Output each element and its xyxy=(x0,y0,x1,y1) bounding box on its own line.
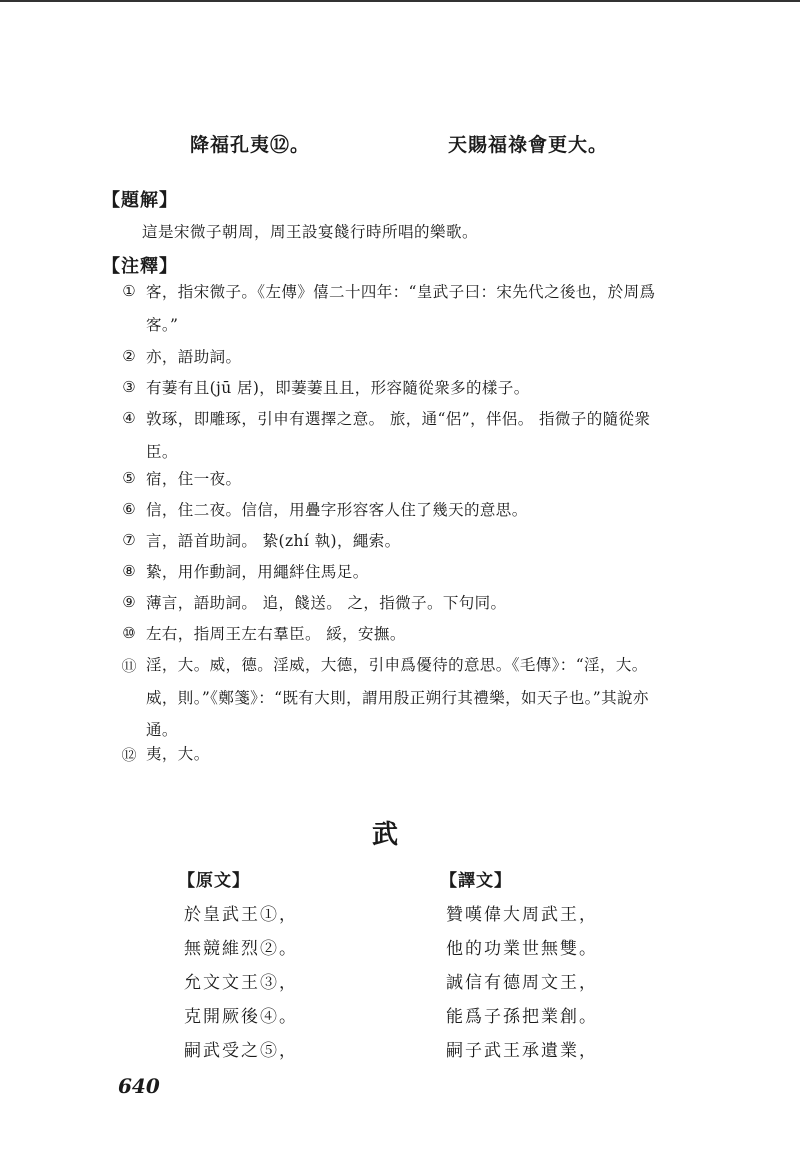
note-text: 信，住二夜。信信，用疊字形容客人住了幾天的意思。 xyxy=(146,501,528,519)
original-line: 克開厥後④。 xyxy=(184,1007,298,1027)
note-number: ② xyxy=(122,347,136,365)
original-line: 於皇武王①， xyxy=(184,905,298,925)
note-text: 敦琢，即雕琢，引申有選擇之意。 旅，通“侶”，伴侶。 指微子的隨從衆臣。 xyxy=(146,410,651,461)
note-text: 夷，大。 xyxy=(146,745,210,763)
note-text: 客，指宋微子。《左傳》僖二十四年：“皇武子曰：宋先代之後也，於周爲客。” xyxy=(146,283,656,334)
note-number: ① xyxy=(122,282,136,300)
note-text: 淫，大。威，德。淫威，大德，引申爲優待的意思。《毛傳》：“淫，大。威，則。”《鄭箋》：“既有大則，謂用殷正朔行其禮樂，如天子也。”其說亦通。 xyxy=(146,656,649,739)
original-line: 嗣武受之⑤， xyxy=(184,1041,298,1061)
top-verse-translation: 天賜福祿會更大。 xyxy=(448,134,609,156)
top-verse-original: 降福孔夷⑫。 xyxy=(190,134,311,156)
translation-line: 他的功業世無雙。 xyxy=(446,939,598,959)
top-border-line xyxy=(0,0,800,2)
note-text: 亦，語助詞。 xyxy=(146,348,242,366)
translation-line: 贊嘆偉大周武王， xyxy=(446,905,598,925)
original-text-heading: 【原文】 xyxy=(178,871,250,891)
translation-line: 能爲子孫把業創。 xyxy=(446,1007,598,1027)
note-number: ⑩ xyxy=(122,624,136,642)
note-text: 薄言，語助詞。 追，餞送。 之，指微子。下句同。 xyxy=(146,594,507,612)
note-number: ⑥ xyxy=(122,500,136,518)
note-text: 言，語首助詞。 絷(zhí 執)，繩索。 xyxy=(146,532,401,550)
note-number: ③ xyxy=(122,378,136,396)
original-line: 允文文王③， xyxy=(184,973,298,993)
note-number: ⑧ xyxy=(122,562,136,580)
page-number: 640 xyxy=(118,1074,160,1098)
translation-heading: 【譯文】 xyxy=(440,871,512,891)
note-text: 宿，住一夜。 xyxy=(146,470,242,488)
note-text: 左右，指周王左右羣臣。 綏，安撫。 xyxy=(146,625,406,643)
original-line: 無競維烈②。 xyxy=(184,939,298,959)
interpretation-text: 這是宋微子朝周，周王設宴餞行時所唱的樂歌。 xyxy=(142,223,479,241)
note-number: ⑦ xyxy=(122,531,136,549)
note-number: ⑪ xyxy=(121,657,137,675)
note-number: ⑫ xyxy=(121,746,137,764)
interpretation-heading: 【題解】 xyxy=(102,190,178,211)
poem-title: 武 xyxy=(372,820,399,850)
note-number: ⑨ xyxy=(122,593,136,611)
notes-heading: 【注釋】 xyxy=(102,256,178,277)
note-number: ⑤ xyxy=(122,469,136,487)
translation-line: 誠信有德周文王， xyxy=(446,973,598,993)
note-text: 絷，用作動詞，用繩絆住馬足。 xyxy=(146,563,369,581)
translation-line: 嗣子武王承遺業， xyxy=(446,1041,598,1061)
note-number: ④ xyxy=(122,409,136,427)
note-text: 有萋有且(jū 居)，即萋萋且且，形容隨從衆多的樣子。 xyxy=(146,379,530,397)
